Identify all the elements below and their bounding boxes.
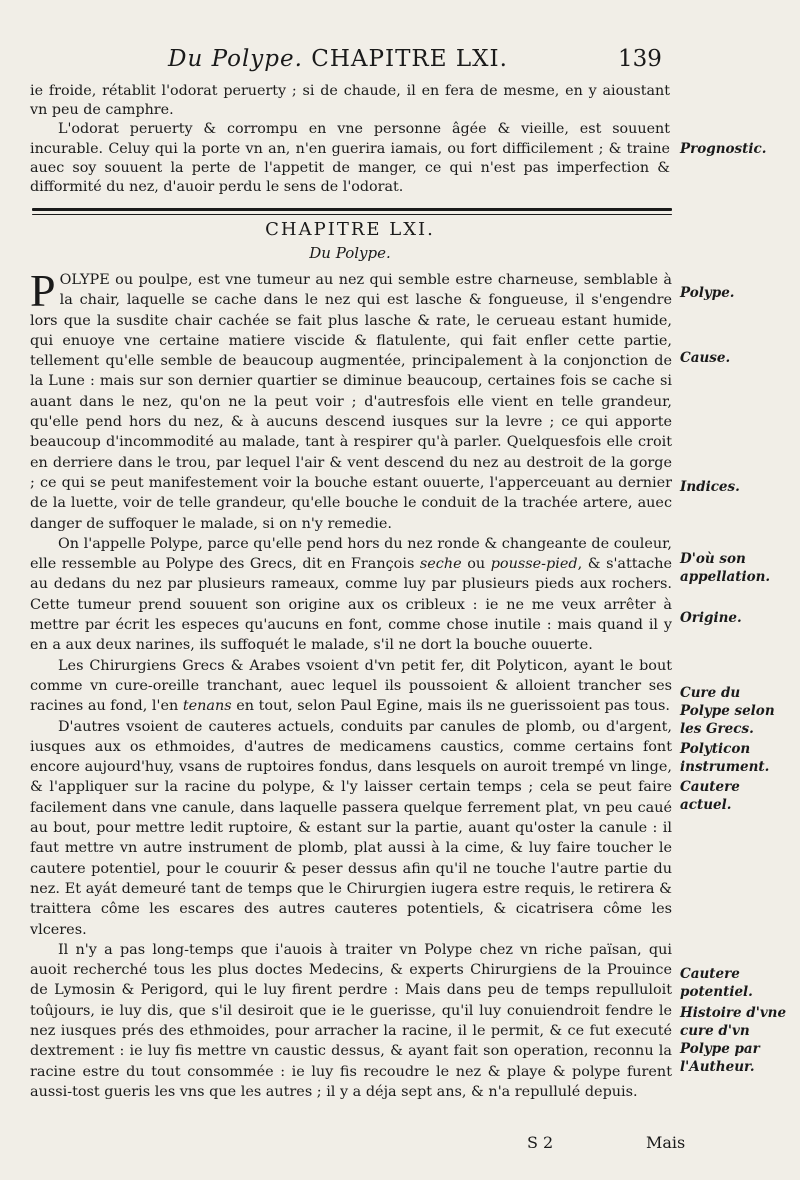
header-title-caps: CHAPITRE LXI. bbox=[311, 46, 508, 72]
margin-note-polype: Polype. bbox=[680, 285, 735, 301]
paragraph-text: On l'appelle Polype, parce qu'elle pend hors du nez ronde & changeante de couleur, elle ressemble au Polype des Grecs, dit en François bbox=[30, 535, 672, 573]
divider-thin bbox=[32, 214, 672, 215]
paragraph-text: OLYPE ou poulpe, est vne tumeur au nez qui semble estre charneuse, semblable à la chair, laquelle se cache dans le nez qui est lasche & fongueuse, il s'engendre lors que la susdite chair cachée se fait plus lasche & rate, le cerueau estant humide, qui enuoye vne certaine matiere viscide & flatulente, qui fait enfler cette partie, tellement qu'elle semble de beaucoup augmentée, principalement à la conjonction de la Lune : mais sur son dernier quartier se diminue beaucoup, certaines fois se cache si auant dans le nez, qu'on ne la peut voir ; d'autresfois elle vient en telle grandeur, qu'elle pend hors du nez, & à aucuns descend iusques sur la levre ; ce qui apporte beaucoup d'incommodité au malade, tant à respirer qu'à parler. Quelquesfois elle croit en derriere dans le trou, par lequel l'air & vent descend du nez au destroit de la gorge ; ce qui se peut manifestement voir la bouche estant ouuerte, l'apperceuant au dernier de la luette, voir de telle grandeur, qu'elle bouche le conduit de la trachée artere, auec danger de suffoquer le malade, si on n'y remedie. bbox=[30, 272, 672, 532]
paragraph-text: Les Chirurgiens Grecs & Arabes vsoient d'vn petit fer, dit Polyticon, ayant le bout comme vn cure-oreille tranchant, auec lequel ils poussoient & alloient trancher ses racines au fond, l'en bbox=[30, 657, 672, 715]
running-header bbox=[0, 46, 800, 80]
catchword: Mais bbox=[646, 1133, 686, 1152]
margin-note-origine: Origine. bbox=[680, 610, 742, 626]
chapter-subtitle: Du Polype. bbox=[309, 244, 391, 262]
page-number: 139 bbox=[618, 46, 662, 72]
paragraph: Il n'y a pas long-temps que i'auois à traiter vn Polype chez vn riche païsan, qui auoit recherché tous les plus doctes Medecins, & experts Chirurgiens de la Prouince de Lymosin & Perigord, qui le luy firent perdre : Mais dans peu de temps repulluloit toûjours, ie luy dis, que s'il desiroit que ie le guerisse, qu'il luy conuiendroit fendre le nez iusques prés des ethmoides, pour arracher la racine, il le permit, & ce fut executé dextrement : ie luy fis mettre vn caustic dessus, & ayant fait son operation, reconnu la racine estre du tout consommée : ie luy fis recoudre le nez & playe & polype furent aussi-tost gueris les vns que les autres ; il y a déja sept ans, & n'a repullulé depuis. bbox=[30, 941, 672, 1100]
margin-note-cautere-potentiel: Cautere potentiel. bbox=[680, 966, 753, 1000]
header-title-italic: Du Polype. bbox=[168, 46, 303, 72]
paragraph: D'autres vsoient de cauteres actuels, conduits par canules de plomb, ou d'argent, iusques aux os ethmoides, d'autres de medicamens caustics, comme certains font encore aujourd'huy, vsans de ruptoires fondus, dans lesquels on auroit trempé vn linge, & l'appliquer sur la racine du polype, & l'y laisser certain temps ; cela se peut faire facilement dans vne canule, dans laquelle passera quelque ferrement plat, vn peu caué au bout, pour mettre ledit ruptoire, & estant sur la partie, auant qu'oster la canule : il faut mettre vn autre instrument de plomb, plat aussi à la cime, & luy faire toucher le cautere potentiel, pour le couurir & peser dessus afin qu'il ne touche l'autre partie du nez. Et ayát demeuré tant de temps que le Chirurgien iugera estre requis, le retirera & traittera côme les escares des autres cauteres potentiels, & cicatrisera côme les vlceres. bbox=[30, 718, 672, 938]
paragraph bbox=[30, 265, 672, 534]
margin-note-polyticon: Polyticon instrument. bbox=[680, 741, 770, 775]
paragraph bbox=[30, 534, 672, 656]
paragraph-text: en tout, selon Paul Egine, mais ils ne guerissoient pas tous. bbox=[231, 698, 670, 715]
divider-thick bbox=[32, 208, 672, 211]
chapter-body bbox=[30, 265, 672, 1102]
margin-note-histoire: Histoire d'vne cure d'vn Polype par l'Autheur. bbox=[680, 1005, 787, 1075]
paragraph-text: ou bbox=[461, 556, 491, 573]
margin-note-prognostic: Prognostic. bbox=[680, 141, 767, 157]
margin-note-appellation: D'où son appellation. bbox=[680, 551, 771, 585]
margin-note-indices: Indices. bbox=[680, 479, 740, 495]
drop-cap: P bbox=[30, 265, 56, 316]
margin-note-cautere-actuel: Cautere actuel. bbox=[680, 779, 740, 813]
header-title bbox=[168, 46, 508, 72]
page-footer bbox=[0, 1133, 800, 1157]
italic-term: pousse-pied bbox=[490, 556, 578, 573]
italic-term: seche bbox=[419, 556, 462, 573]
margin-note-cause: Cause. bbox=[680, 350, 731, 366]
signature-mark: S 2 bbox=[527, 1133, 554, 1152]
paragraph: L'odorat peruerty & corrompu en vne personne âgée & vieille, est souuent incurable. Celuy qui la porte vn an, n'en guerira iamais, ou fort difficilement ; & traine auec soy souuent la perte de l'appetit de manger, ce qui n'est pas imperfection & difformité du nez, d'auoir perdu le sens de l'odorat. bbox=[30, 121, 670, 196]
paragraph: ie froide, rétablit l'odorat peruerty ; si de chaude, il en fera de mesme, en y aioustant vn peu de camphre. bbox=[30, 83, 670, 119]
chapter-title: CHAPITRE LXI. bbox=[265, 219, 435, 240]
paragraph-text: , & s'attache au dedans du nez par plusieurs rameaux, comme luy par plusieurs pieds aux rochers. Cette tumeur prend souuent son origine aux os cribleux : ie ne me veux arrêter à mettre par écrit les especes qu'aucuns en font, comme chose inutile : mais quand il y en a aux deux narines, ils suffoquét le malade, s'il ne dort la bouche ouuerte. bbox=[30, 556, 672, 654]
italic-term: tenans bbox=[182, 698, 232, 715]
margin-note-cure: Cure du Polype selon les Grecs. bbox=[680, 685, 775, 737]
paragraph bbox=[30, 656, 672, 717]
previous-chapter-end bbox=[30, 82, 670, 197]
